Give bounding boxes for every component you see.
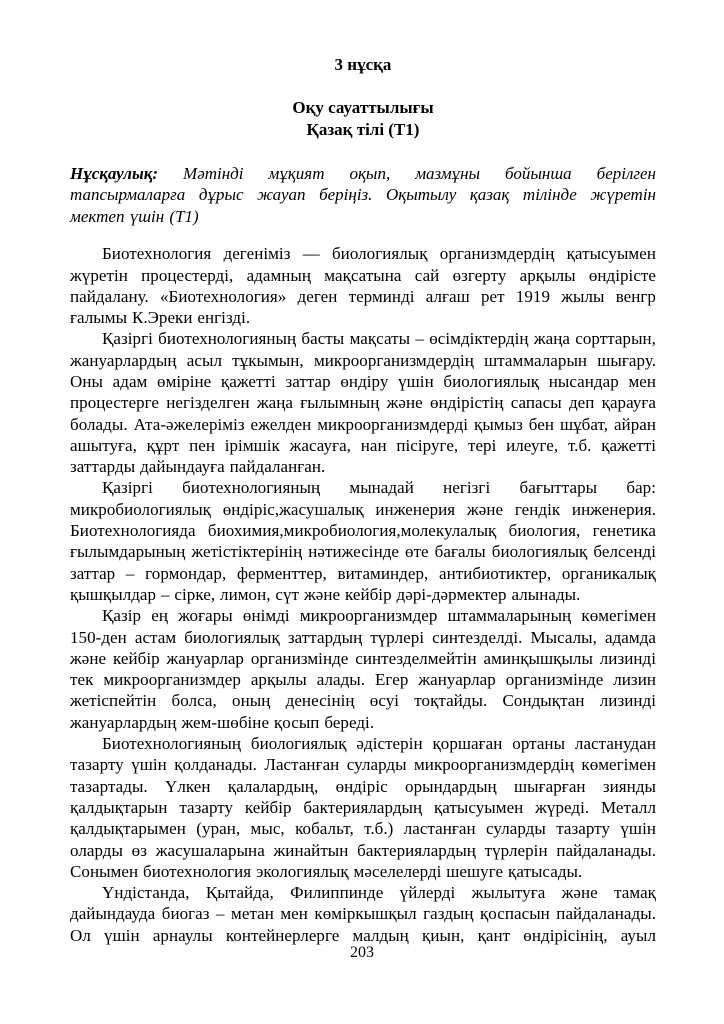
page-number: 203 xyxy=(350,944,374,961)
instruction-paragraph xyxy=(70,163,656,227)
body-paragraph-biotech-goals: Қазіргі биотехнологияның басты мақсаты – өсімдіктердің жаңа сорттарын, жануарлардың асыл тұкымын, микроорганизмдердің штаммаларын шығару. Оны адам өміріне қажетті заттар өндіру үшін биологиялық нысандар мен процестерге негізделген жаңа ғылымның және өндірістің сапасы деп қарауға болады. Ата-әжелеріміз ежелден микроорганизмдерді қымыз бен шұбат, айран ашытуға, құрт пен ірімшік жасауға, нан пісіруге, тері илеуге, т.б. қажетті заттарды дайындауға пайдаланған. xyxy=(70,329,656,477)
subject-title: Қазақ тілі (Т1) xyxy=(306,119,420,139)
test-title: Оқу сауаттылығы xyxy=(292,98,434,117)
instruction-label: Нұсқаулық: xyxy=(70,164,159,183)
body-paragraph-biogas: Үндістанда, Қытайда, Филиппинде үйлерді жылытуға және тамақ дайындауда биогаз – метан мен көміркышқыл газдың қоспасын пайдаланады. Ол үшін арнаулы контейнерлерге малдың қиын, қант өндірісінің, ауыл xyxy=(70,883,656,945)
body-paragraph-biotech-directions: Қазіргі биотехнологияның мынадай негізгі бағыттары бар: микробиологиялық өндіріс,жасушалық инженерия және гендік инженерия. Биотехнологияда биохимия,микробиология,молекулалық биология, генетика ғылымдарының жетістіктерінің нәтижесінде өте бағалы биологиялық белсенді заттар – гормондар, ферменттер, витаминдер, антибиотиктер, органикалық қышқылдар – сірке, лимон, сүт және кейбір дәрі-дәрмектер алынады. xyxy=(70,478,656,604)
instruction-text: Мәтінді мұқият оқып, мазмұны бойынша берілген тапсырмаларға дұрыс жауап беріңіз. Оқытылу қазақ тілінде жүретін мектеп үшін (Т1) xyxy=(70,164,656,226)
body-paragraph-biotech-definition: Биотехнология дегеніміз — биологиялық организмдердің қатысуымен жүретін процестерді, адамның мақсатына сай өзгерту арқылы өндірісте пайдалану. «Биотехнология» деген терминді алғаш рет 1919 жылы венгр ғалымы К.Эреки енгізді. xyxy=(70,244,656,328)
body-paragraph-ecology: Биотехнологияның биологиялық әдістерін қоршаған ортаны ластанудан тазарту үшін қолданады. Ластанған суларды микроорганизмдердің көмегімен тазартады. Үлкен қалалардың, өндіріс орындардың шығарған зиянды қалдықтарын тазарту кейбір бактериялардың қатысуымен жүреді. Металл қалдықтарымен (уран, мыс, кобальт, т.б.) ластанған суларды тазарту үшін оларды өз жасушаларына жинайтын бактериялардың түрлерін пайдаланады. Сонымен биотехнология экологиялық мәселелерді шешуге қатысады. xyxy=(70,734,656,881)
body-paragraph-microorganism-strains: Қазір ең жоғары өнімді микроорганизмдер штаммаларының көмегімен 150-ден астам биологиялық заттардың түрлері синтезделді. Мысалы, адамда және кейбір жануарлар организмінде синтезделмейтін аминқышқылы лизинді тек микроорганизмдер арқылы алады. Егер жануарлар организмінде лизин жетіспейтін болса, оның денесінің өсуі тоқтайды. Сондықтан лизинді жануарлардың жем-шөбіне қосып береді. xyxy=(70,606,656,732)
variant-title: 3 нұсқа xyxy=(334,55,392,74)
